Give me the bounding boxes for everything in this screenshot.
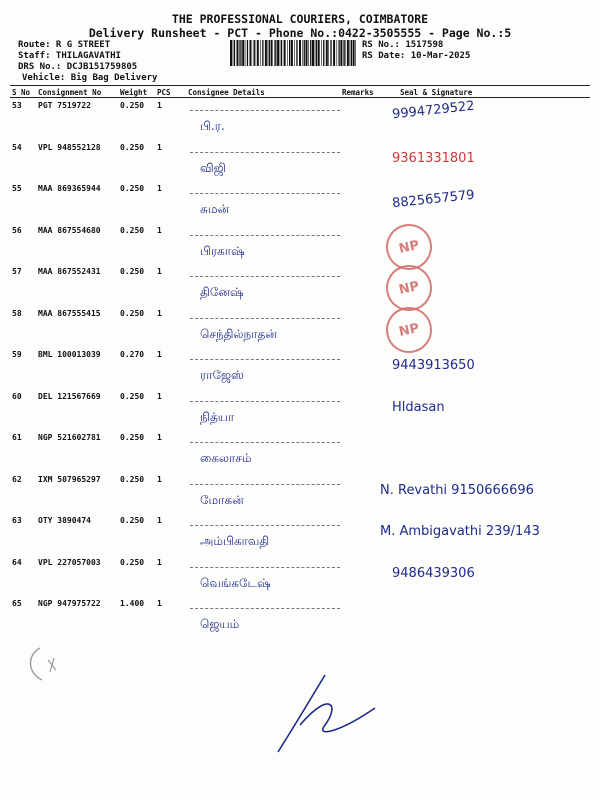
row-consignment-no: PGT 7519722 — [38, 101, 91, 110]
consignee-line — [190, 608, 340, 609]
row-pcs: 1 — [157, 391, 162, 401]
consignee-line — [190, 525, 340, 526]
seal-mark — [20, 640, 80, 690]
consignee-line — [190, 152, 340, 153]
consignee-line — [190, 110, 340, 111]
row-pcs: 1 — [157, 474, 162, 484]
table-row — [0, 558, 600, 600]
row-signature: 9361331801 — [392, 150, 475, 166]
staff-signature — [270, 660, 390, 760]
row-consignee-name: செந்தில்நாதன் — [200, 326, 277, 341]
row-signature: Hldasan — [392, 399, 445, 415]
row-sno: 60 — [12, 391, 22, 401]
row-consignment-no: IXM 507965297 — [38, 474, 101, 484]
col-sno: S No — [12, 88, 31, 97]
row-weight: 1.400 — [120, 599, 145, 608]
staff-label: Staff: THILAGAVATHI — [18, 51, 121, 61]
row-sno: 53 — [12, 101, 22, 110]
row-consignment-no: VPL 227057003 — [38, 557, 101, 567]
company-title: THE PROFESSIONAL COURIERS, COIMBATORE — [171, 12, 429, 26]
table-row — [0, 184, 600, 226]
row-consignment-no: MAA 867554680 — [38, 225, 101, 235]
row-consignee-name: ராஜேஸ் — [200, 368, 244, 382]
col-consignment: Consignment No — [38, 88, 102, 97]
row-consignee-name: நித்யா — [200, 409, 235, 424]
table-row — [0, 350, 600, 392]
row-pcs: 1 — [157, 225, 162, 235]
row-consignee-name: மோகன் — [200, 492, 244, 507]
row-consignment-no: BML 100013039 — [38, 350, 101, 359]
row-weight: 0.250 — [120, 101, 145, 110]
row-sno: 62 — [12, 474, 22, 484]
row-pcs: 1 — [157, 142, 162, 152]
consignee-line — [190, 442, 340, 443]
row-sno: 61 — [12, 433, 22, 442]
row-sno: 65 — [12, 599, 22, 608]
row-signature: 9443913650 — [392, 358, 475, 373]
row-consignee-name: பிரகாஷ் — [200, 243, 245, 258]
runsheet-subtitle: Delivery Runsheet - PCT - Phone No.:0422-3505555 - Page No.:5 — [88, 26, 512, 40]
row-pcs: 1 — [157, 516, 162, 525]
row-consignee-name: விஜி — [200, 160, 226, 175]
row-consignee-name: கைலாசம் — [200, 451, 252, 465]
table-row — [0, 433, 600, 475]
rs-date: RS Date: 10-Mar-2025 — [362, 51, 471, 61]
table-row — [0, 516, 600, 558]
col-pcs: PCS — [157, 88, 171, 97]
row-consignment-no: NGP 521602781 — [38, 433, 101, 442]
barcode-icon — [230, 40, 358, 66]
row-pcs: 1 — [157, 184, 162, 193]
row-consignee-name: அம்பிகாவதி — [200, 534, 270, 548]
not-present-stamp: NP — [382, 219, 437, 274]
col-remarks: Remarks — [342, 88, 374, 97]
row-signature: 9994729522 — [391, 98, 476, 123]
row-sno: 59 — [12, 350, 22, 359]
consignee-line — [190, 235, 340, 236]
row-consignment-no: NGP 947975722 — [38, 599, 101, 608]
table-row — [0, 599, 600, 641]
table-row — [0, 475, 600, 517]
row-weight: 0.250 — [120, 308, 145, 318]
consignee-line — [190, 193, 340, 194]
row-weight: 0.250 — [120, 184, 145, 193]
consignee-line — [190, 401, 340, 402]
row-pcs: 1 — [157, 433, 162, 442]
drs-label: DRS No.: DCJB151759805 — [18, 62, 138, 72]
vehicle-label: Vehicle: Big Bag Delivery — [22, 73, 158, 83]
row-consignee-name: ஜெயம் — [200, 617, 240, 631]
consignee-line — [190, 318, 340, 319]
col-seal-signature: Seal & Signature — [400, 88, 473, 97]
row-consignment-no: VPL 948552128 — [38, 142, 101, 152]
table-row — [0, 143, 600, 185]
row-sno: 56 — [12, 225, 22, 235]
row-pcs: 1 — [157, 101, 162, 110]
row-consignment-no: MAA 869365944 — [38, 184, 101, 193]
row-weight: 0.250 — [120, 225, 145, 235]
rs-number: RS No.: 1517598 — [362, 40, 444, 50]
table-row — [0, 98, 600, 143]
not-present-stamp: NP — [382, 261, 437, 316]
consignee-line — [190, 359, 340, 360]
row-sno: 64 — [12, 557, 22, 567]
not-present-stamp: NP — [382, 302, 437, 357]
col-weight: Weight — [120, 88, 148, 97]
row-pcs: 1 — [157, 350, 162, 359]
row-consignment-no: OTY 3890474 — [38, 516, 91, 525]
row-pcs: 1 — [157, 308, 162, 318]
row-weight: 0.250 — [120, 391, 145, 401]
table-row — [0, 392, 600, 434]
row-consignment-no: MAA 867555415 — [38, 308, 101, 318]
row-signature: 9486439306 — [392, 565, 475, 581]
row-signature: 8825657579 — [391, 187, 476, 212]
row-consignment-no: MAA 867552431 — [38, 267, 101, 276]
row-weight: 0.250 — [120, 516, 145, 525]
row-weight: 0.250 — [120, 142, 145, 152]
row-weight: 0.250 — [120, 267, 145, 276]
row-consignee-name: வெங்கடேஷ் — [200, 575, 271, 590]
row-sno: 54 — [12, 142, 22, 152]
row-weight: 0.250 — [120, 557, 145, 567]
row-signature: M. Ambigavathi 239/143 — [380, 524, 540, 539]
consignee-line — [190, 484, 340, 485]
table-row — [0, 267, 600, 309]
row-consignee-name: சுமன் — [200, 202, 230, 216]
row-consignee-name: தினேஷ் — [200, 285, 244, 299]
row-weight: 0.270 — [120, 350, 145, 359]
row-signature: N. Revathi 9150666696 — [380, 482, 534, 498]
header-rule-bottom — [10, 97, 590, 98]
route-label: Route: R G STREET — [18, 40, 111, 50]
row-consignee-name: பி.ர. — [200, 119, 225, 133]
row-pcs: 1 — [157, 267, 162, 276]
row-sno: 63 — [12, 516, 22, 525]
table-row — [0, 226, 600, 268]
row-consignment-no: DEL 121567669 — [38, 391, 101, 401]
row-pcs: 1 — [157, 599, 162, 608]
row-weight: 0.250 — [120, 474, 145, 484]
row-sno: 58 — [12, 308, 22, 318]
col-consignee: Consignee Details — [188, 88, 265, 97]
row-pcs: 1 — [157, 557, 162, 567]
consignee-line — [190, 567, 340, 568]
table-row — [0, 309, 600, 351]
row-sno: 57 — [12, 267, 22, 276]
consignee-line — [190, 276, 340, 277]
row-sno: 55 — [12, 184, 22, 193]
header-rule-top — [10, 85, 590, 86]
row-weight: 0.250 — [120, 433, 145, 442]
